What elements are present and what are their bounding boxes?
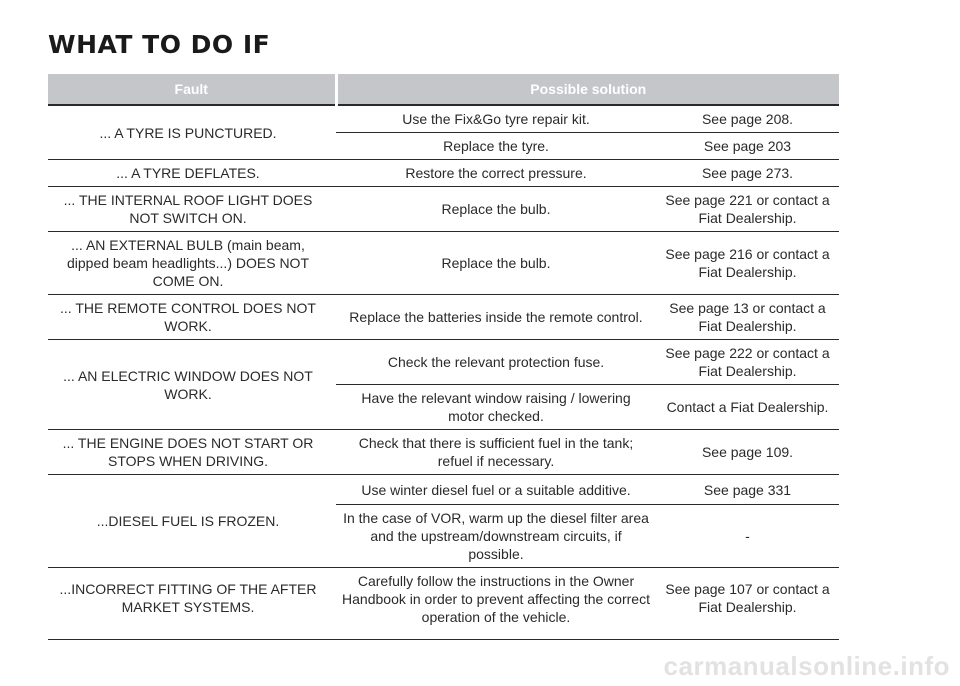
- page-title: WHAT TO DO IF: [48, 30, 271, 59]
- solution-cell: Check the relevant protection fuse.: [336, 340, 656, 385]
- solution-cell: Check that there is sufficient fuel in the tank; refuel if necessary.: [336, 430, 656, 475]
- solution-column-header: Possible solution: [336, 74, 839, 105]
- fault-column-header: Fault: [48, 74, 336, 105]
- reference-cell: See page 203: [656, 133, 839, 160]
- solution-cell: In the case of VOR, warm up the diesel filter area and the upstream/downstream circuits, if possible.: [336, 505, 656, 568]
- solution-cell: Carefully follow the instructions in the Owner Handbook in order to prevent affecting the correct operation of the vehicle.: [336, 568, 656, 640]
- table-row: [48, 187, 839, 232]
- fault-cell: ... AN ELECTRIC WINDOW DOES NOT WORK.: [48, 340, 336, 430]
- solution-cell: Replace the bulb.: [336, 232, 656, 295]
- fault-cell: ...DIESEL FUEL IS FROZEN.: [48, 475, 336, 568]
- reference-cell: See page 109.: [656, 430, 839, 475]
- table-row: [48, 430, 839, 475]
- solution-cell: Have the relevant window raising / lowering motor checked.: [336, 385, 656, 430]
- solution-cell: Replace the tyre.: [336, 133, 656, 160]
- reference-cell: See page 273.: [656, 160, 839, 187]
- fault-cell: ... A TYRE DEFLATES.: [48, 160, 336, 187]
- fault-cell: ... THE ENGINE DOES NOT START OR STOPS WHEN DRIVING.: [48, 430, 336, 475]
- troubleshooting-table: [48, 74, 839, 640]
- solution-cell: Replace the bulb.: [336, 187, 656, 232]
- table-row: [48, 340, 839, 385]
- reference-cell: See page 221 or contact a Fiat Dealership.: [656, 187, 839, 232]
- reference-cell: See page 331: [656, 475, 839, 505]
- table-header-row: [48, 74, 839, 105]
- table-row: [48, 475, 839, 505]
- solution-cell: Replace the batteries inside the remote control.: [336, 295, 656, 340]
- reference-cell: See page 222 or contact a Fiat Dealership.: [656, 340, 839, 385]
- table-row: [48, 105, 839, 133]
- table-row: [48, 232, 839, 295]
- fault-cell: ... THE INTERNAL ROOF LIGHT DOES NOT SWITCH ON.: [48, 187, 336, 232]
- table-row: [48, 568, 839, 640]
- reference-cell: See page 107 or contact a Fiat Dealership.: [656, 568, 839, 640]
- fault-cell: ... AN EXTERNAL BULB (main beam, dipped beam headlights...) DOES NOT COME ON.: [48, 232, 336, 295]
- fault-cell: ... A TYRE IS PUNCTURED.: [48, 105, 336, 160]
- reference-cell: -: [656, 505, 839, 568]
- solution-cell: Restore the correct pressure.: [336, 160, 656, 187]
- reference-cell: See page 13 or contact a Fiat Dealership.: [656, 295, 839, 340]
- solution-cell: Use the Fix&Go tyre repair kit.: [336, 105, 656, 133]
- solution-cell: Use winter diesel fuel or a suitable additive.: [336, 475, 656, 505]
- watermark: carmanualsonline.info: [663, 651, 950, 681]
- fault-cell: ...INCORRECT FITTING OF THE AFTER MARKET SYSTEMS.: [48, 568, 336, 640]
- reference-cell: See page 208.: [656, 105, 839, 133]
- table-row: [48, 160, 839, 187]
- reference-cell: See page 216 or contact a Fiat Dealership.: [656, 232, 839, 295]
- table-row: [48, 295, 839, 340]
- fault-cell: ... THE REMOTE CONTROL DOES NOT WORK.: [48, 295, 336, 340]
- reference-cell: Contact a Fiat Dealership.: [656, 385, 839, 430]
